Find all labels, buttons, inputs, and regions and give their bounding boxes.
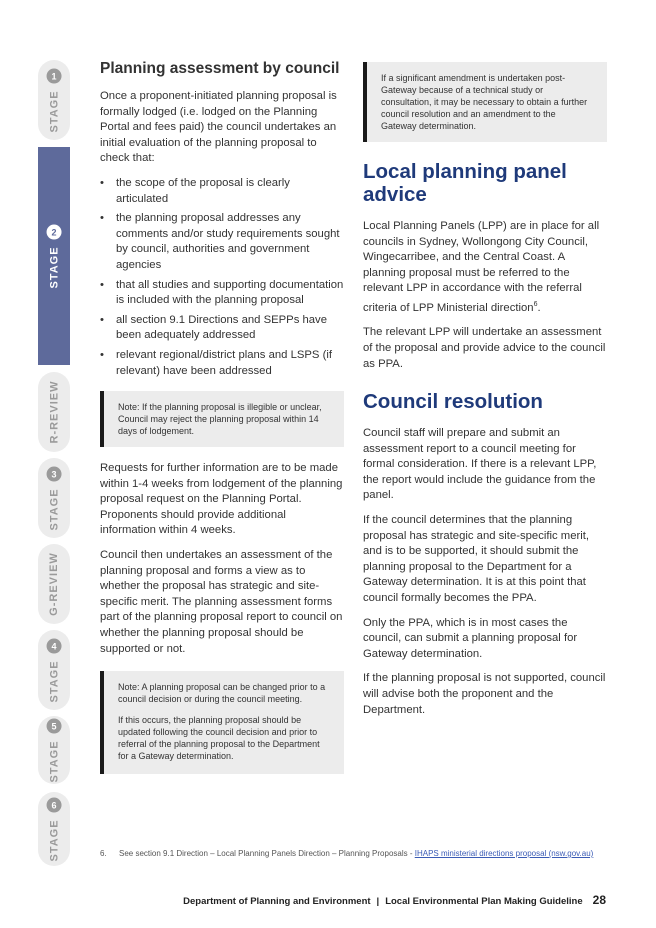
stage-tab-label: STAGE <box>48 818 61 862</box>
resolution-paragraph-3: Only the PPA, which is in most cases the council, can submit a planning proposal for Gateway determination. <box>363 616 578 660</box>
note-text: Note: A planning proposal can be changed prior to a council decision or during the council meeting. <box>118 682 326 705</box>
footer-separator: | <box>376 896 380 907</box>
section-heading-lpp: Local planning panel advice <box>363 160 567 206</box>
list-item: • relevant regional/district plans and LSPS (if relevant) have been addressed <box>100 348 344 379</box>
stage-tab-label: STAGE <box>48 739 61 783</box>
stage-tab-6[interactable] <box>38 792 70 866</box>
lpp-paragraph-text: Local Planning Panels (LPP) are in place for all councils in Sydney, Wollongong City Council, Wingecarribee, and the Central Coast. A planning proposal must be referred to the relevant LPP in accordance with the referral criteria of LPP Ministerial direction <box>363 220 600 314</box>
resolution-paragraph-4: If the planning proposal is not supported, council will advise both the proponent and the Department. <box>363 672 606 716</box>
section-heading-council-resolution: Council resolution <box>363 390 543 414</box>
list-item: • the planning proposal addresses any comments and/or study requirements sought by council, authorities and government agencies <box>100 211 344 273</box>
stage-number-badge: 3 <box>47 466 62 481</box>
footnote <box>100 849 610 859</box>
footer-department: Department of Planning and Environment <box>183 896 371 907</box>
stage-tab-label: R-REVIEW <box>48 380 60 444</box>
note-text: If this occurs, the planning proposal should be updated following the council decision and prior to referral of the planning proposal to the Department for a Gateway determination. <box>118 715 320 762</box>
stage-tab-label: STAGE <box>48 89 61 133</box>
page-footer <box>183 893 606 907</box>
checklist <box>100 176 344 379</box>
note-text: If a significant amendment is undertaken post-Gateway because of a technical study or consultation, it may be necessary to obtain a further council resolution and an amendment to the Gateway determination. <box>381 73 588 131</box>
stage-number-badge: 4 <box>47 638 62 653</box>
footnote-number: 6. <box>100 849 107 858</box>
stage-tab-3[interactable] <box>38 458 70 538</box>
lpp-paragraph-end: . <box>537 301 541 314</box>
intro-paragraph: Once a proponent-initiated planning proposal is formally lodged (i.e. lodged on the Planning Portal and fees paid) the council undertakes an initial evaluation of the planning proposal to check that: <box>100 90 337 165</box>
stage-tab-1[interactable] <box>38 60 70 140</box>
note-text: Note: If the planning proposal is illegible or unclear, Council may reject the planning proposal within 14 days of lodgement. <box>118 402 322 437</box>
list-item: • all section 9.1 Directions and SEPPs have been adequately addressed <box>100 313 344 344</box>
stage-number-badge: 1 <box>47 68 62 83</box>
stage-number-badge: 6 <box>47 797 62 812</box>
note-box-changes <box>100 671 344 774</box>
left-column <box>100 60 344 788</box>
list-item: • that all studies and supporting documentation is included with the planning proposal <box>100 278 344 309</box>
stage-number-badge: 5 <box>47 718 62 733</box>
note-box-amendment <box>363 62 607 142</box>
stage-tab-label: STAGE <box>48 487 61 531</box>
stage-tab-r-review[interactable] <box>38 372 70 452</box>
page-number: 28 <box>592 893 606 907</box>
stage-navigation <box>38 60 70 866</box>
footer-document-title: Local Environmental Plan Making Guideline <box>385 896 583 907</box>
footnote-link[interactable]: IHAPS ministerial directions proposal (nsw.gov.au) <box>414 849 594 858</box>
resolution-paragraph-2: If the council determines that the planning proposal has strategic and site-specific merit, and is to be supported, it should submit the planning proposal to the Department for a Gateway determination. It is at this point that council formally becomes the PPA. <box>363 514 590 605</box>
stage-tab-5[interactable] <box>38 716 70 784</box>
right-column <box>363 62 607 727</box>
lpp-paragraph-1 <box>363 219 607 316</box>
stage-number-badge: 2 <box>47 224 62 239</box>
lpp-paragraph-2: The relevant LPP will undertake an assessment of the proposal and provide advice to the council as PPA. <box>363 326 606 370</box>
stage-tab-label: STAGE <box>48 659 61 703</box>
list-item: • the scope of the proposal is clearly articulated <box>100 176 344 207</box>
stage-tab-label: G-REVIEW <box>48 552 60 616</box>
assessment-paragraph: Council then undertakes an assessment of the planning proposal and forms a view as to whether the proposal has strategic and site-specific merit. The planning assessment forms part of the planning proposal report to council on whether the planning proposal should be supported or not. <box>100 549 343 655</box>
note-box-illegible <box>100 391 344 447</box>
stage-tab-g-review[interactable] <box>38 544 70 624</box>
section-heading-assessment: Planning assessment by council <box>100 60 340 77</box>
footnote-ref[interactable]: 6 <box>533 300 538 308</box>
stage-tab-label: STAGE <box>48 245 61 289</box>
further-info-paragraph: Requests for further information are to be made within 1-4 weeks from lodgement of the planning proposal request on the Planning Portal. Proponents should provide additional information within 4 weeks. <box>100 462 343 537</box>
footnote-body <box>119 849 593 859</box>
stage-tab-4[interactable] <box>38 630 70 710</box>
resolution-paragraph-1: Council staff will prepare and submit an assessment report to a council meeting for formal consideration. If there is a relevant LPP, the report would include the guidance from the panel. <box>363 427 597 502</box>
footnote-text: See section 9.1 Direction – Local Planning Panels Direction – Planning Proposals - <box>119 849 415 858</box>
stage-tab-2[interactable] <box>38 147 70 365</box>
